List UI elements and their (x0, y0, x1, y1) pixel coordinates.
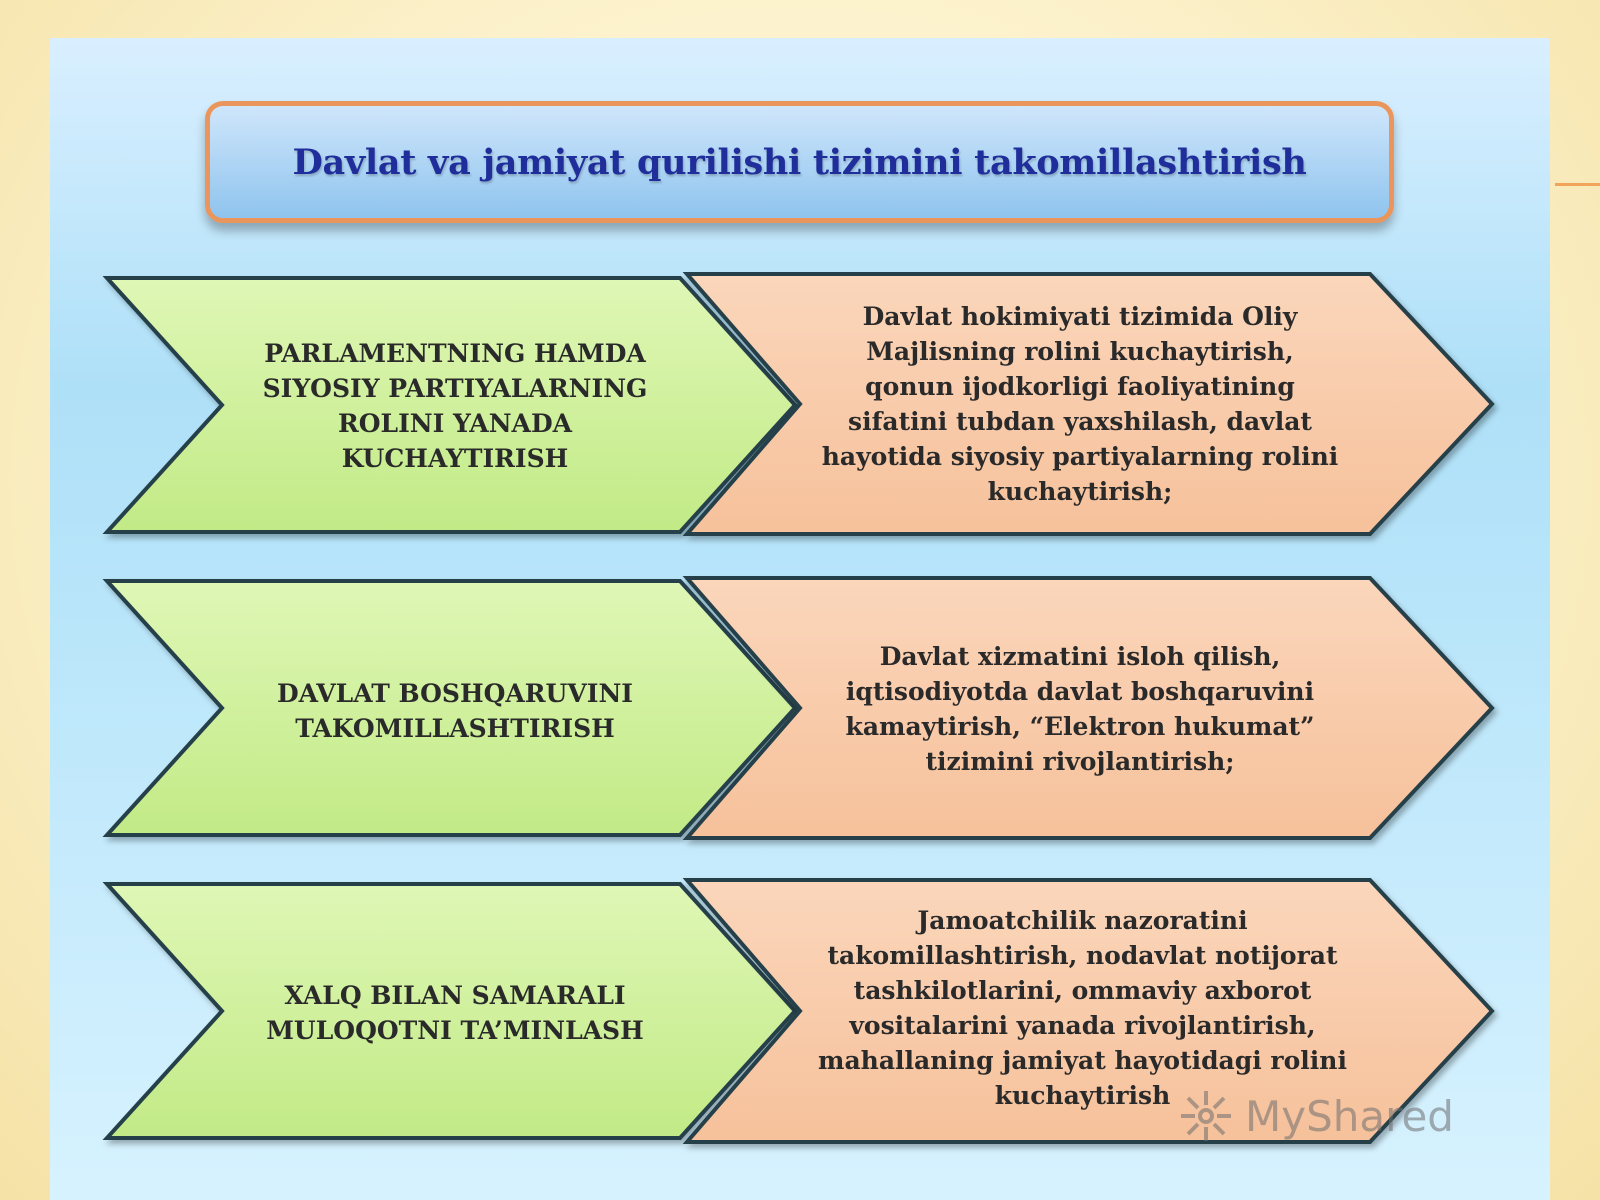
row-2-heading: DAVLAT BOSHQARUVINI TAKOMILLASHTIRISH (276, 678, 633, 743)
decorative-line (1555, 183, 1600, 186)
row-3-heading: XALQ BILAN SAMARALI MULOQOTNI TA’MINLASH (266, 980, 644, 1045)
row-1-heading: PARLAMENTNING HAMDA SIYOSIY PARTIYALARNING ROLINI YANADA KUCHAYTIRISH (262, 338, 648, 473)
row-2-description: Davlat xizmatini isloh qilish, iqtisodiyotda davlat boshqaruvini kamaytirish, “Elektron hukumat” tizimini rivojlantirish; (845, 642, 1315, 776)
myshared-logo-icon (1175, 1085, 1237, 1147)
row-1-description: Davlat hokimiyati tizimida Oliy Majlisning rolini kuchaytirish, qonun ijodkorligi faoliyatining sifatini tubdan yaxshilash, davlat hayotida siyosiy partiyalarning rolini kuchaytirish; (821, 302, 1339, 506)
title-box (205, 101, 1394, 223)
page-title: Davlat va jamiyat qurilishi tizimini takomillashtirish (292, 141, 1307, 183)
slide (50, 38, 1550, 1200)
watermark (1175, 1081, 1475, 1151)
row-3-description: Jamoatchilik nazoratini takomillashtirish, nodavlat notijorat tashkilotlarini, ommaviy axborot vositalarini yanada rivojlantirish, mahallaning jamiyat hayotidagi rolini kuchaytirish (818, 906, 1347, 1110)
watermark-text: MyShared (1245, 1091, 1454, 1141)
